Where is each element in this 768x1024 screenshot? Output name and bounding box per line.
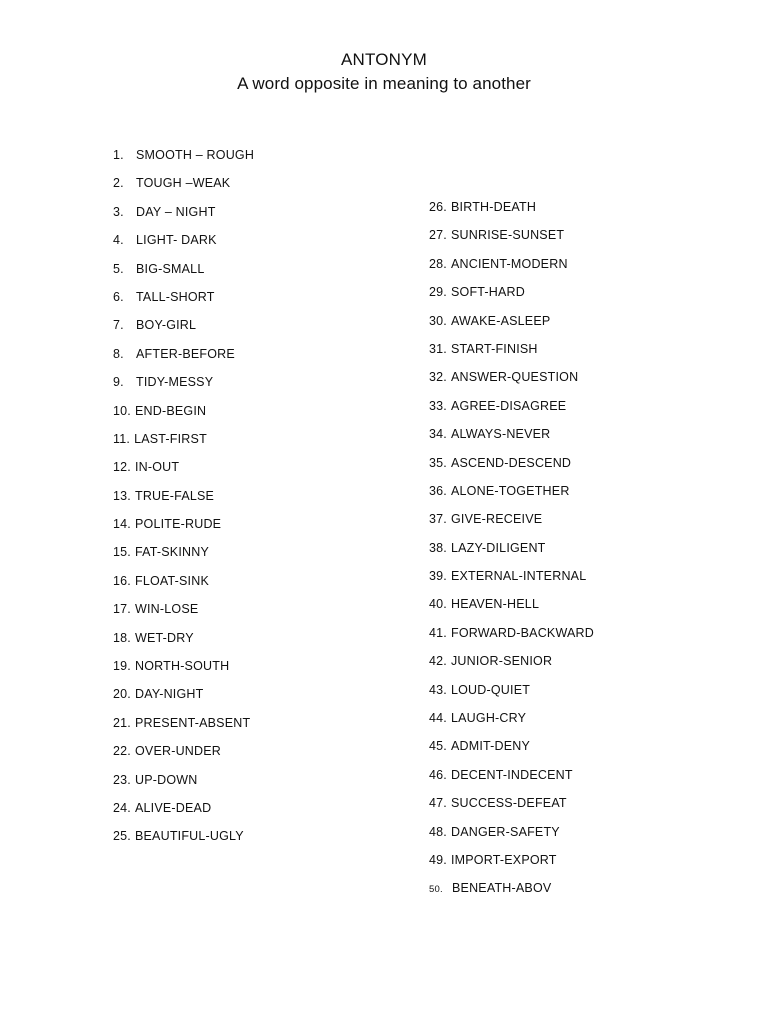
list-item xyxy=(429,312,594,340)
antonym-pair: DECENT-INDECENT xyxy=(450,767,573,782)
antonym-pair: DAY-NIGHT xyxy=(134,687,204,702)
list-item xyxy=(113,629,254,657)
item-number: 50. xyxy=(429,884,443,896)
item-number: 48. xyxy=(429,824,447,839)
item-number: 26. xyxy=(429,200,447,214)
item-number: 44. xyxy=(429,711,447,726)
item-number: 17. xyxy=(113,602,131,617)
item-number: 10. xyxy=(113,403,131,418)
item-number: 33. xyxy=(429,398,447,413)
list-item xyxy=(113,657,254,685)
item-number: 3. xyxy=(113,204,124,219)
antonym-pair: LIGHT- DARK xyxy=(136,233,217,248)
antonym-pair: BEAUTIFUL-UGLY xyxy=(134,829,244,844)
item-number: 13. xyxy=(113,488,131,503)
antonym-pair: TALL-SHORT xyxy=(136,289,215,304)
antonym-pair: GIVE-RECEIVE xyxy=(450,512,543,527)
list-item xyxy=(113,458,254,486)
list-item xyxy=(113,742,254,770)
list-item xyxy=(429,454,594,482)
item-number: 37. xyxy=(429,512,447,527)
item-number: 1. xyxy=(113,148,124,162)
antonym-pair: SUCCESS-DEFEAT xyxy=(450,796,567,811)
antonym-pair: TIDY-MESSY xyxy=(136,375,214,390)
item-number: 43. xyxy=(429,682,447,697)
antonym-pair: AFTER-BEFORE xyxy=(136,346,235,361)
list-item xyxy=(429,794,594,822)
list-item xyxy=(429,226,594,254)
antonym-pair: BIRTH-DEATH xyxy=(450,200,537,214)
antonym-pair: PRESENT-ABSENT xyxy=(134,715,251,730)
item-number: 22. xyxy=(113,744,131,759)
antonym-pair: ALONE-TOGETHER xyxy=(450,483,570,498)
item-number: 38. xyxy=(429,540,447,555)
list-item xyxy=(113,515,254,543)
list-item xyxy=(113,771,254,799)
antonym-pair: LAZY-DILIGENT xyxy=(450,540,546,555)
item-number: 6. xyxy=(113,289,124,304)
antonym-pair: SUNRISE-SUNSET xyxy=(450,228,565,243)
item-number: 5. xyxy=(113,261,124,276)
antonym-pair: OVER-UNDER xyxy=(134,744,222,759)
antonym-pair: ADMIT-DENY xyxy=(450,739,531,754)
item-number: 15. xyxy=(113,545,131,560)
antonym-pair: ALWAYS-NEVER xyxy=(450,427,551,442)
item-number: 20. xyxy=(113,687,131,702)
antonym-pair: ASCEND-DESCEND xyxy=(450,455,572,470)
list-item xyxy=(113,799,254,827)
antonym-pair: UP-DOWN xyxy=(134,772,198,787)
list-item xyxy=(429,567,594,595)
antonym-pair: FLOAT-SINK xyxy=(134,573,209,588)
item-number: 25. xyxy=(113,829,131,844)
list-item xyxy=(113,572,254,600)
list-item xyxy=(429,539,594,567)
item-number: 42. xyxy=(429,654,447,669)
item-number: 35. xyxy=(429,455,447,470)
list-item xyxy=(113,316,254,344)
list-item xyxy=(113,714,254,742)
antonym-pair: START-FINISH xyxy=(450,341,538,356)
antonym-pair: BENEATH-ABOV xyxy=(452,881,552,896)
page-subtitle: A word opposite in meaning to another xyxy=(237,74,531,93)
page-title: ANTONYM xyxy=(340,50,428,69)
list-item xyxy=(429,709,594,737)
item-number: 24. xyxy=(113,800,131,815)
list-item xyxy=(429,510,594,538)
antonym-pair: POLITE-RUDE xyxy=(134,517,222,532)
list-item xyxy=(113,373,254,401)
antonym-pair: WET-DRY xyxy=(134,630,194,645)
item-number: 7. xyxy=(113,318,124,333)
list-item xyxy=(113,174,254,202)
list-item xyxy=(429,368,594,396)
list-item xyxy=(429,255,594,283)
antonym-pair: ALIVE-DEAD xyxy=(134,800,212,815)
item-number: 23. xyxy=(113,772,131,787)
list-item xyxy=(113,600,254,628)
list-item xyxy=(113,260,254,288)
antonym-pair: LOUD-QUIET xyxy=(450,682,531,697)
list-item xyxy=(113,402,254,430)
list-item xyxy=(429,482,594,510)
antonym-pair: BIG-SMALL xyxy=(136,261,205,276)
list-item xyxy=(429,595,594,623)
antonym-list-left xyxy=(113,146,254,856)
list-item xyxy=(429,652,594,680)
item-number: 4. xyxy=(113,233,124,248)
antonym-pair: DANGER-SAFETY xyxy=(450,824,560,839)
item-number: 49. xyxy=(429,852,447,867)
list-item xyxy=(429,198,594,226)
antonym-pair: TRUE-FALSE xyxy=(134,488,215,503)
antonym-pair: IMPORT-EXPORT xyxy=(450,852,557,867)
list-item xyxy=(429,823,594,851)
item-number: 12. xyxy=(113,460,131,475)
list-item xyxy=(113,345,254,373)
item-number: 29. xyxy=(429,285,447,300)
list-item xyxy=(429,397,594,425)
item-number: 8. xyxy=(113,346,124,361)
antonym-pair: HEAVEN-HELL xyxy=(450,597,540,612)
antonym-pair: WIN-LOSE xyxy=(134,602,199,617)
list-item xyxy=(113,543,254,571)
antonym-pair: AGREE-DISAGREE xyxy=(450,398,567,413)
antonym-pair: FAT-SKINNY xyxy=(134,545,209,560)
item-number: 31. xyxy=(429,341,447,356)
antonym-pair: TOUGH –WEAK xyxy=(136,176,231,191)
antonym-pair: BOY-GIRL xyxy=(136,318,197,333)
antonym-pair: DAY – NIGHT xyxy=(136,204,216,219)
item-number: 28. xyxy=(429,256,447,271)
item-number: 36. xyxy=(429,483,447,498)
item-number: 40. xyxy=(429,597,447,612)
list-item xyxy=(113,487,254,515)
item-number: 30. xyxy=(429,313,447,328)
antonym-pair: EXTERNAL-INTERNAL xyxy=(450,569,587,584)
item-number: 16. xyxy=(113,573,131,588)
item-number: 46. xyxy=(429,767,447,782)
list-item xyxy=(113,146,254,174)
item-number: 9. xyxy=(113,375,124,390)
antonym-pair: END-BEGIN xyxy=(134,403,207,418)
list-item xyxy=(429,851,594,879)
item-number: 21. xyxy=(113,715,131,730)
item-number: 14. xyxy=(113,517,131,532)
list-item xyxy=(113,231,254,259)
list-item xyxy=(429,879,594,907)
list-item xyxy=(429,766,594,794)
item-number: 11. xyxy=(113,431,131,446)
antonym-pair: AWAKE-ASLEEP xyxy=(450,313,551,328)
antonym-pair: SOFT-HARD xyxy=(450,285,526,300)
list-item xyxy=(429,340,594,368)
item-number: 19. xyxy=(113,659,131,674)
item-number: 45. xyxy=(429,739,447,754)
item-number: 47. xyxy=(429,796,447,811)
antonym-list-right xyxy=(429,198,594,908)
antonym-pair: LAST-FIRST xyxy=(134,431,207,446)
antonym-pair: IN-OUT xyxy=(134,460,180,475)
antonym-pair: JUNIOR-SENIOR xyxy=(450,654,553,669)
item-number: 41. xyxy=(429,625,447,640)
list-item xyxy=(113,685,254,713)
list-item xyxy=(113,827,254,855)
list-item xyxy=(429,283,594,311)
list-item xyxy=(429,624,594,652)
list-item xyxy=(113,203,254,231)
item-number: 34. xyxy=(429,427,447,442)
antonym-pair: ANCIENT-MODERN xyxy=(450,256,568,271)
item-number: 32. xyxy=(429,370,447,385)
antonym-pair: LAUGH-CRY xyxy=(450,711,527,726)
antonym-pair: FORWARD-BACKWARD xyxy=(450,625,594,640)
item-number: 18. xyxy=(113,630,131,645)
list-item xyxy=(429,425,594,453)
antonym-pair: SMOOTH – ROUGH xyxy=(136,148,255,162)
item-number: 2. xyxy=(113,176,124,191)
list-item xyxy=(113,288,254,316)
antonym-pair: NORTH-SOUTH xyxy=(134,659,230,674)
list-item xyxy=(429,737,594,765)
item-number: 39. xyxy=(429,569,447,584)
item-number: 27. xyxy=(429,228,447,243)
antonym-pair: ANSWER-QUESTION xyxy=(450,370,579,385)
list-item xyxy=(429,681,594,709)
list-item xyxy=(113,430,254,458)
